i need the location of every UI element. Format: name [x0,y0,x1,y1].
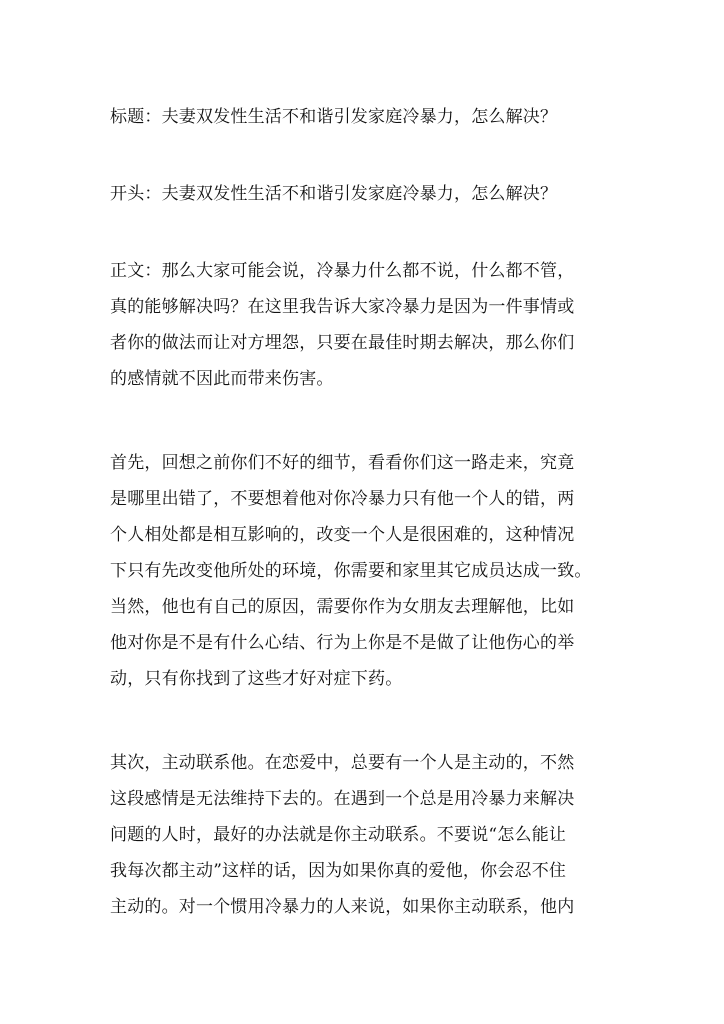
paragraph-3-line-4: 我每次都主动”这样的话，因为如果你真的爱他，你会忍不住 [110,861,567,881]
paragraph-2-line-1: 首先，回想之前你们不好的细节，看看你们这一路走来，究竟 [110,453,575,473]
paragraph-1-line-3: 者你的做法而让对方埋怨，只要在最佳时期去解决，那么你们 [110,333,575,353]
paragraph-1-line-1: 正文：那么大家可能会说，冷暴力什么都不说，什么都不管， [110,261,575,281]
paragraph-2-line-7: 动，只有你找到了这些才好对症下药。 [110,669,403,689]
paragraph-2-line-2: 是哪里出错了，不要想着他对你冷暴力只有他一个人的错，两 [110,489,575,509]
paragraph-2-line-3: 个人相处都是相互影响的，改变一个人是很困难的，这种情况 [110,525,575,545]
document-opening-line: 开头：夫妻双发性生活不和谐引发家庭冷暴力，怎么解决？ [110,184,558,204]
paragraph-2-line-6: 他对你是不是有什么心结、行为上你是不是做了让他伤心的举 [110,633,575,653]
document-title-line: 标题：夫妻双发性生活不和谐引发家庭冷暴力，怎么解决？ [110,107,558,127]
paragraph-3-line-2: 这段感情是无法维持下去的。在遇到一个总是用冷暴力来解决 [110,789,575,809]
paragraph-3-line-3: 问题的人时，最好的办法就是你主动联系。不要说“怎么能让 [110,825,567,845]
paragraph-3-line-5: 主动的。对一个惯用冷暴力的人来说，如果你主动联系，他内 [110,897,575,917]
paragraph-3-line-1: 其次，主动联系他。在恋爱中，总要有一个人是主动的，不然 [110,753,575,773]
paragraph-1-line-4: 的感情就不因此而带来伤害。 [110,369,334,389]
paragraph-1-line-2: 真的能够解决吗？在这里我告诉大家冷暴力是因为一件事情或 [110,297,575,317]
paragraph-2-line-5: 当然，他也有自己的原因，需要你作为女朋友去理解他，比如 [110,597,575,617]
paragraph-2-line-4: 下只有先改变他所处的环境，你需要和家里其它成员达成一致。 [110,561,592,581]
